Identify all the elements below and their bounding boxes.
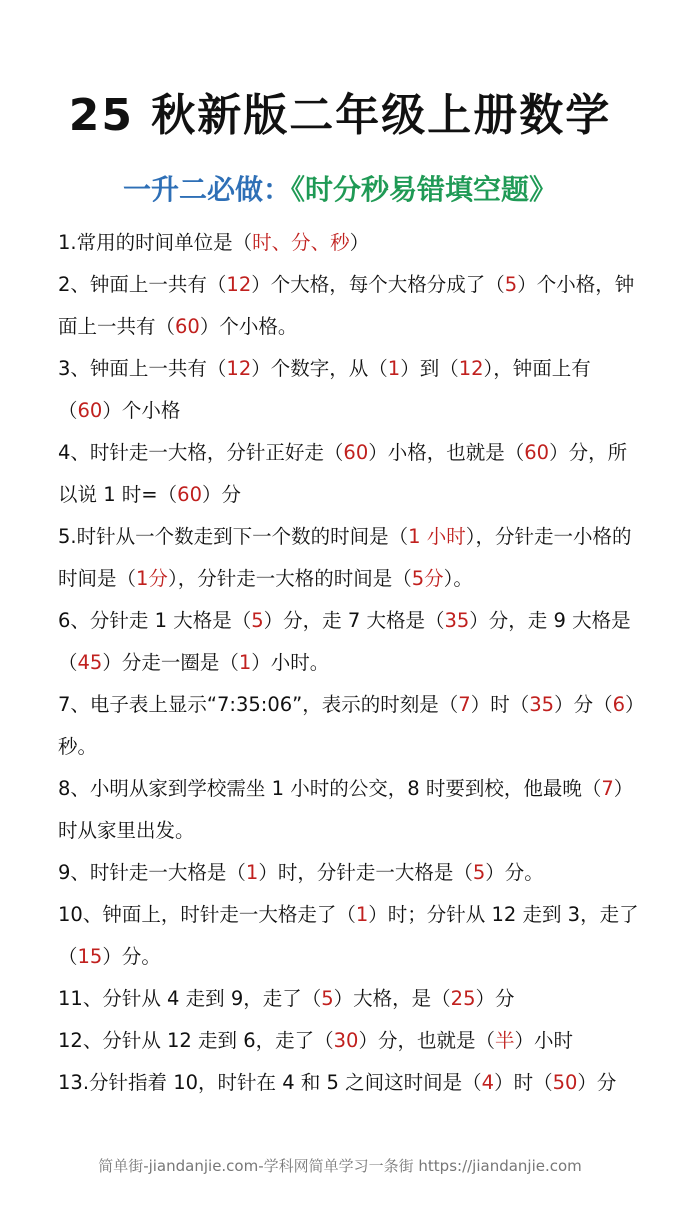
question-item xyxy=(58,348,640,432)
question-text: ）分（ xyxy=(554,693,613,716)
question-text: ）分。 xyxy=(102,945,161,968)
question-text: ）小时。 xyxy=(251,651,330,674)
question-item xyxy=(58,516,640,600)
question-text: ）个小格。 xyxy=(199,315,298,338)
question-text: ）时（ xyxy=(494,1071,553,1094)
question-text: ），分针走一大格的时间是（ xyxy=(167,567,412,590)
answer-text: 5分 xyxy=(411,567,444,590)
answer-text: 7 xyxy=(601,777,614,800)
answer-text: 60 xyxy=(524,441,550,464)
answer-text: 6 xyxy=(612,693,625,716)
question-text: ）个小格，钟面上一共有（ xyxy=(58,273,635,338)
question-text: 12、分针从 12 走到 6，走了（ xyxy=(58,1029,334,1052)
question-text: ）。 xyxy=(443,567,473,590)
question-text: ）分，走 9 大格是（ xyxy=(58,609,631,674)
question-text: ）个小格 xyxy=(102,399,181,422)
question-text: ）秒。 xyxy=(58,693,635,758)
question-item xyxy=(58,852,640,894)
question-text: 4、时针走一大格，分针正好走（ xyxy=(58,441,344,464)
answer-text: 4 xyxy=(481,1071,495,1094)
answer-text: 60 xyxy=(175,315,200,338)
question-item xyxy=(58,684,640,768)
question-text: ）时从家里出发。 xyxy=(58,777,634,842)
answer-text: 35 xyxy=(529,693,555,716)
question-text: ）分 xyxy=(577,1071,617,1094)
question-text: ），分针走一小格的时间是（ xyxy=(58,525,632,590)
question-text: ）时；分针从 12 走到 3，走了（ xyxy=(58,903,639,968)
question-item xyxy=(58,222,640,264)
question-text: ）分。 xyxy=(485,861,544,884)
question-text: ）时（ xyxy=(470,693,530,716)
answer-text: 60 xyxy=(77,399,103,422)
question-text: 11、分针从 4 走到 9，走了（ xyxy=(58,987,322,1010)
answer-text: 5 xyxy=(472,861,486,884)
question-text: ）小格，也就是（ xyxy=(368,441,525,464)
question-text: 10、钟面上，时针走一大格走了（ xyxy=(58,903,356,926)
question-item xyxy=(58,600,640,684)
subtitle-name: 《时分秒易错填空题》 xyxy=(291,173,558,206)
answer-text: 60 xyxy=(177,483,202,506)
answer-text: 1 xyxy=(355,903,369,926)
question-item xyxy=(58,1062,640,1104)
question-text: ）到（ xyxy=(400,357,459,380)
question-item xyxy=(58,768,640,852)
answer-text: 5 xyxy=(251,609,264,632)
answer-text: 半 xyxy=(494,1029,515,1052)
subtitle-prefix: 一升二必做： xyxy=(122,173,291,206)
question-text: ）分走一圈是（ xyxy=(102,651,239,674)
answer-text: 1 xyxy=(245,861,259,884)
answer-text: 12 xyxy=(226,357,252,380)
answer-text: 1 小时 xyxy=(408,525,466,548)
answer-text: 50 xyxy=(552,1071,578,1094)
question-text: ）分 xyxy=(475,987,515,1010)
question-text: ），钟面上有（ xyxy=(58,357,591,422)
page-subtitle xyxy=(0,168,680,212)
question-text: ） xyxy=(349,231,370,254)
question-list xyxy=(58,222,640,1104)
question-text: ）分，走 7 大格是（ xyxy=(263,609,445,632)
answer-text: 5 xyxy=(504,273,518,296)
question-item xyxy=(58,1020,640,1062)
question-text: ）小时 xyxy=(514,1029,574,1052)
question-text: 1.常用的时间单位是（ xyxy=(58,231,253,254)
question-text: 9、时针走一大格是（ xyxy=(58,861,246,884)
answer-text: 12 xyxy=(458,357,484,380)
answer-text: 1分 xyxy=(136,567,168,590)
question-item xyxy=(58,978,640,1020)
answer-text: 25 xyxy=(450,987,476,1010)
answer-text: 60 xyxy=(343,441,369,464)
question-text: 13.分针指着 10，时针在 4 和 5 之间这时间是（ xyxy=(58,1071,482,1094)
answer-text: 30 xyxy=(333,1029,359,1052)
footer-watermark: 简单街-jiandanjie.com-学科网简单学习一条街 https://jiandanjie.com xyxy=(98,1157,582,1175)
question-text: ）个数字，从（ xyxy=(251,357,388,380)
answer-text: 1 xyxy=(238,651,252,674)
answer-text: 时、分、秒 xyxy=(252,231,350,254)
answer-text: 12 xyxy=(226,273,252,296)
answer-text: 35 xyxy=(444,609,470,632)
question-text: 3、钟面上一共有（ xyxy=(58,357,227,380)
question-text: 2、钟面上一共有（ xyxy=(58,273,227,296)
question-text: ）分，所以说 1 时=（ xyxy=(58,441,628,506)
answer-text: 45 xyxy=(77,651,103,674)
question-text: ）时，分针走一大格是（ xyxy=(258,861,473,884)
question-text: 5.时针从一个数走到下一个数的时间是（ xyxy=(58,525,409,548)
question-text: 6、分针走 1 大格是（ xyxy=(58,609,252,632)
question-text: 7、电子表上显示“7:35:06”，表示的时刻是（ xyxy=(58,693,459,716)
question-item xyxy=(58,894,640,978)
question-item xyxy=(58,432,640,516)
answer-text: 1 xyxy=(387,357,401,380)
page-title: 25 秋新版二年级上册数学 xyxy=(68,90,612,141)
question-text: ）分，也就是（ xyxy=(358,1029,495,1052)
question-item xyxy=(58,264,640,348)
question-text: 8、小明从家到学校需坐 1 小时的公交，8 时要到校，他最晚（ xyxy=(58,777,602,800)
answer-text: 15 xyxy=(77,945,103,968)
question-text: ）分 xyxy=(201,483,241,506)
question-text: ）大格，是（ xyxy=(333,987,451,1010)
question-text: ）个大格，每个大格分成了（ xyxy=(251,273,505,296)
answer-text: 7 xyxy=(458,693,471,716)
answer-text: 5 xyxy=(321,987,334,1010)
